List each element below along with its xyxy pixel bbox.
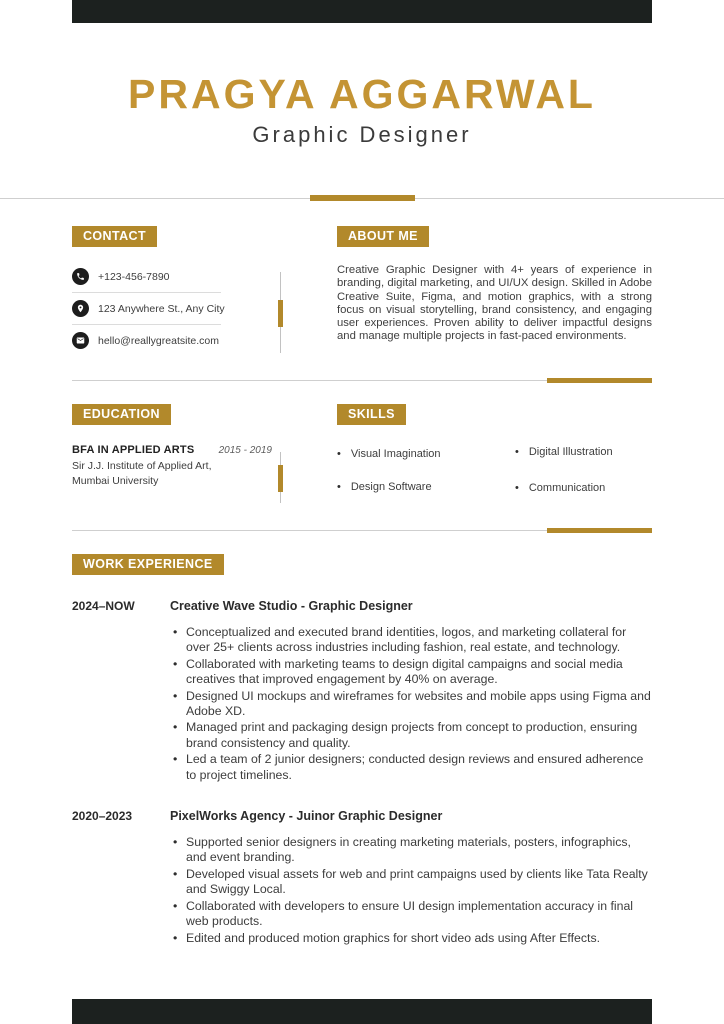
job-bullet: • Conceptualized and executed brand identities, logos, and marketing collateral for over 25+ clients across industries including fashion, real estate, and technology.: [170, 625, 652, 656]
job-bullet: • Edited and produced motion graphics for short video ads using After Effects.: [170, 931, 652, 946]
about-text: Creative Graphic Designer with 4+ years of experience in branding, digital marketing, and UI/UX design. Skilled in Adobe Creative Suite, Figma, and motion graphics, with a strong focus on visual storytelling, brand consistency, and engaging user experiences. Proven ability to deliver impactful designs and manage multiple projects in fast-paced environments.: [337, 264, 652, 343]
education-entry: [72, 444, 300, 488]
job-entry: [72, 598, 652, 784]
education-school: [72, 459, 300, 488]
about-section: [337, 226, 652, 380]
education-school-line2: Mumbai University: [72, 474, 159, 487]
job-title: Creative Wave Studio - Graphic Designer: [170, 599, 413, 613]
education-accent-gold: [278, 465, 283, 492]
job-bullet: • Designed UI mockups and wireframes for websites and mobile apps using Figma and Adobe XD.: [170, 689, 652, 720]
job-bullet-list: [170, 625, 652, 783]
education-school-line1: Sir J.J. Institute of Applied Art,: [72, 460, 212, 472]
contact-email-value: hello@reallygreatsite.com: [98, 334, 219, 347]
education-degree: BFA IN APPLIED ARTS: [72, 444, 195, 456]
education-accent-line: [280, 452, 281, 503]
skill-label: Communication: [528, 482, 606, 494]
person-title: Graphic Designer: [252, 122, 472, 147]
contact-address-value: 123 Anywhere St., Any City: [98, 302, 225, 315]
education-heading: EDUCATION: [72, 404, 171, 425]
job-bullet: • Developed visual assets for web and print campaigns used by clients like Tata Realty and Swiggy Local.: [170, 867, 652, 898]
job-bullet-list: [170, 835, 652, 946]
bullet-dot: •: [515, 446, 519, 458]
bullet-dot: •: [337, 481, 341, 493]
education-entry-head: [72, 444, 300, 456]
skills-heading: SKILLS: [337, 404, 406, 425]
email-icon: [72, 332, 89, 349]
work-experience-section: [72, 530, 652, 947]
work-experience-heading: WORK EXPERIENCE: [72, 554, 224, 575]
skill-item: [337, 447, 515, 462]
job-title: PixelWorks Agency - Juinor Graphic Designer: [170, 809, 443, 824]
skills-column-1: [337, 447, 515, 496]
skill-item: [337, 480, 515, 495]
skills-section: [337, 380, 652, 530]
phone-icon: [72, 268, 89, 285]
job-period: 2020–2023: [72, 809, 133, 824]
skill-label: Visual Imagination: [350, 448, 441, 460]
contact-accent-gold: [278, 300, 283, 327]
skills-columns: [337, 447, 652, 496]
job-body: [170, 598, 652, 784]
row-education-skills: [72, 380, 652, 530]
location-icon: [72, 300, 89, 317]
job-body: [170, 808, 652, 947]
contact-item-phone: [72, 261, 221, 293]
row-contact-about: [72, 226, 652, 380]
education-section: [72, 380, 300, 530]
divider-gold-accent: [547, 528, 652, 533]
resume-content: [72, 226, 652, 947]
resume-header: [0, 72, 724, 148]
person-name: PRAGYA AGGARWAL: [128, 71, 596, 117]
contact-item-email: [72, 325, 221, 356]
top-accent-bar: [72, 0, 652, 23]
skill-item: [515, 481, 652, 496]
contact-accent-line: [280, 272, 281, 353]
job-bullet: • Led a team of 2 junior designers; conducted design reviews and ensured adherence to project timelines.: [170, 752, 652, 783]
contact-item-address: [72, 293, 225, 325]
job-bullet: • Collaborated with marketing teams to design digital campaigns and social media creatives that improved engagement by 40% on average.: [170, 657, 652, 688]
bottom-accent-bar: [72, 999, 652, 1024]
contact-heading: CONTACT: [72, 226, 157, 247]
contact-list: [72, 261, 225, 356]
skill-label: Digital Illustration: [528, 446, 613, 458]
header-divider-gold-accent: [310, 195, 415, 201]
job-entry: [72, 808, 652, 947]
education-years: 2015 - 2019: [218, 445, 272, 456]
skill-item: [515, 445, 652, 460]
about-heading: ABOUT ME: [337, 226, 429, 247]
contact-section: [72, 226, 300, 380]
bullet-dot: •: [337, 448, 341, 460]
job-bullet: • Managed print and packaging design projects from concept to production, ensuring brand consistency and quality.: [170, 720, 652, 751]
skills-column-2: [515, 447, 652, 496]
job-bullet: • Supported senior designers in creating marketing materials, posters, infographics, and event branding.: [170, 835, 652, 866]
contact-phone-value: +123-456-7890: [98, 270, 170, 283]
bullet-dot: •: [515, 482, 519, 494]
header-divider: [0, 198, 724, 199]
skill-label: Design Software: [350, 481, 432, 493]
job-bullet: • Collaborated with developers to ensure UI design implementation accuracy in final web products.: [170, 899, 652, 930]
job-period: 2024–NOW: [72, 599, 135, 613]
